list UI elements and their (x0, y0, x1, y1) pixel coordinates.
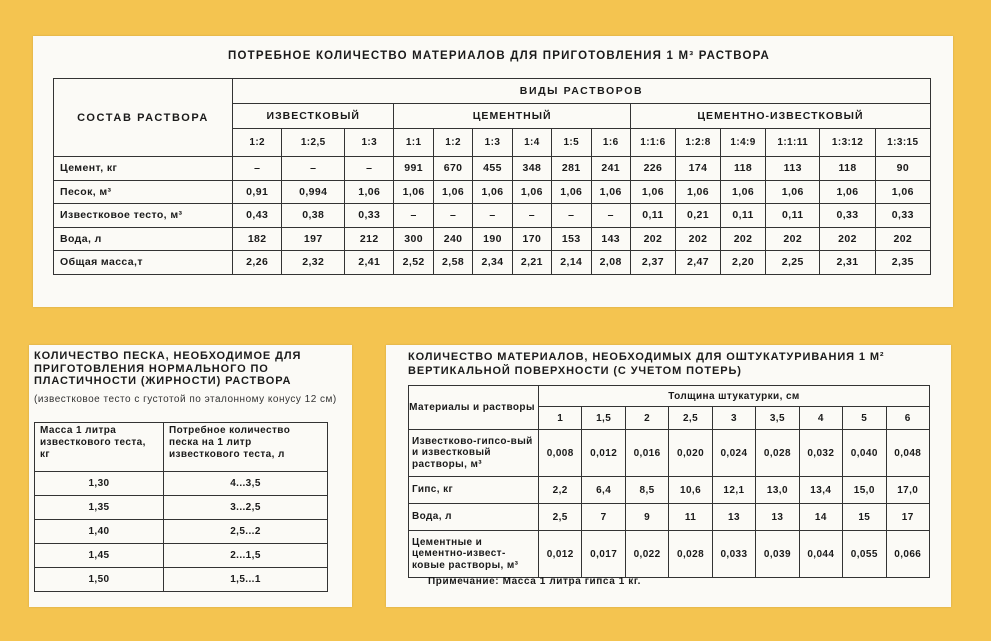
thickness-header-cell: 3 (712, 407, 755, 430)
table-cell: 0,33 (875, 204, 930, 228)
composition-header: СОСТАВ РАСТВОРА (54, 79, 233, 157)
plaster-table-title (408, 350, 884, 378)
table-cell: 0,33 (820, 204, 875, 228)
table-cell: 1,06 (591, 180, 630, 204)
table-cell: 1,06 (473, 180, 512, 204)
mass-cell: 1,40 (35, 520, 164, 544)
table-cell: 202 (820, 227, 875, 251)
table-cell: – (473, 204, 512, 228)
sand-table (34, 422, 328, 592)
table-cell: 118 (820, 157, 875, 181)
table-cell: 17,0 (886, 477, 930, 504)
table-cell: 670 (433, 157, 472, 181)
ratio-header: 1:3:12 (820, 129, 875, 157)
thickness-header-cell: 4 (799, 407, 842, 430)
ratio-header: 1:4 (512, 129, 551, 157)
table-cell: 2,58 (433, 251, 472, 275)
table-row (35, 520, 328, 544)
thickness-header-cell: 2 (625, 407, 668, 430)
thickness-header-cell: 2,5 (669, 407, 712, 430)
table-cell: 2,31 (820, 251, 875, 275)
table-cell: 2,20 (721, 251, 766, 275)
table-cell: 0,43 (233, 204, 282, 228)
table-cell: 212 (345, 227, 394, 251)
thickness-header: Толщина штукатурки, см (539, 386, 930, 407)
sand-cell: 1,5...1 (164, 568, 328, 592)
ratio-header: 1:6 (591, 129, 630, 157)
table-row (35, 544, 328, 568)
row-label: Известковое тесто, м³ (54, 204, 233, 228)
table-row (409, 430, 930, 477)
table-cell: 8,5 (625, 477, 668, 504)
table-cell: – (512, 204, 551, 228)
table-cell: 1,06 (512, 180, 551, 204)
group-cement: ЦЕМЕНТНЫЙ (394, 104, 630, 129)
thickness-header-cell: 6 (886, 407, 930, 430)
table-cell: 2,32 (282, 251, 345, 275)
table-cell: 2,37 (630, 251, 675, 275)
table-cell: 153 (552, 227, 591, 251)
table-cell: 170 (512, 227, 551, 251)
plaster-title-line-2: ВЕРТИКАЛЬНОЙ ПОВЕРХНОСТИ (С УЧЕТОМ ПОТЕРЬ) (408, 365, 742, 377)
plaster-title-line-1: КОЛИЧЕСТВО МАТЕРИАЛОВ, НЕОБХОДИМЫХ ДЛЯ ОШТУКАТУРИВАНИЯ 1 М² (408, 351, 885, 363)
table-cell: 7 (582, 504, 625, 531)
row-label: Известково-гипсо-вый и известковый растворы, м³ (409, 430, 539, 477)
table-cell: 1,06 (875, 180, 930, 204)
table-cell: 202 (875, 227, 930, 251)
table-cell: 0,055 (843, 531, 886, 578)
sand-cell: 4...3,5 (164, 472, 328, 496)
table-cell: 0,039 (756, 531, 799, 578)
table-row (409, 531, 930, 578)
table-cell: 0,032 (799, 430, 842, 477)
table-cell: 0,11 (630, 204, 675, 228)
table-cell: 14 (799, 504, 842, 531)
thickness-header-cell: 1 (539, 407, 582, 430)
thickness-header-cell: 1,5 (582, 407, 625, 430)
table-cell: 300 (394, 227, 433, 251)
table-cell: 0,012 (539, 531, 582, 578)
table-cell: 0,017 (582, 531, 625, 578)
table-cell: 991 (394, 157, 433, 181)
table-cell: 226 (630, 157, 675, 181)
table-cell: – (591, 204, 630, 228)
table-cell: 0,028 (669, 531, 712, 578)
table-cell: 0,020 (669, 430, 712, 477)
table-cell: 13,4 (799, 477, 842, 504)
materials-table (53, 78, 931, 275)
mass-cell: 1,35 (35, 496, 164, 520)
plaster-materials-card (386, 345, 951, 607)
table-cell: 0,024 (712, 430, 755, 477)
types-header: ВИДЫ РАСТВОРОВ (233, 79, 931, 104)
table-cell: 348 (512, 157, 551, 181)
table-cell: 197 (282, 227, 345, 251)
table-cell: 240 (433, 227, 472, 251)
table-cell: 1,06 (820, 180, 875, 204)
table-cell: – (345, 157, 394, 181)
table-cell: 0,016 (625, 430, 668, 477)
ratio-header: 1:3 (345, 129, 394, 157)
table-cell: 143 (591, 227, 630, 251)
table-cell: 2,08 (591, 251, 630, 275)
table-cell: 0,21 (675, 204, 720, 228)
row-label: Гипс, кг (409, 477, 539, 504)
table-cell: 0,11 (721, 204, 766, 228)
table-cell: 12,1 (712, 477, 755, 504)
mass-cell: 1,50 (35, 568, 164, 592)
table-cell: 2,5 (539, 504, 582, 531)
table-cell: 0,91 (233, 180, 282, 204)
table-cell: 2,47 (675, 251, 720, 275)
table-cell: 2,25 (766, 251, 820, 275)
table-cell: 15 (843, 504, 886, 531)
mass-cell: 1,45 (35, 544, 164, 568)
mass-header: Масса 1 литра известкового теста, кг (35, 423, 164, 472)
table-cell: 202 (675, 227, 720, 251)
table-cell: 1,06 (721, 180, 766, 204)
table-cell: 0,066 (886, 531, 930, 578)
table-row (35, 472, 328, 496)
table-row (54, 204, 931, 228)
table-row (35, 496, 328, 520)
materials-table-title: ПОТРЕБНОЕ КОЛИЧЕСТВО МАТЕРИАЛОВ ДЛЯ ПРИГОТОВЛЕНИЯ 1 М³ РАСТВОРА (228, 50, 770, 62)
table-row (54, 157, 931, 181)
table-row (54, 251, 931, 275)
table-cell: 15,0 (843, 477, 886, 504)
table-cell: 90 (875, 157, 930, 181)
table-cell: 2,2 (539, 477, 582, 504)
ratio-header: 1:2:8 (675, 129, 720, 157)
table-cell: 241 (591, 157, 630, 181)
table-cell: 9 (625, 504, 668, 531)
table-cell: 6,4 (582, 477, 625, 504)
ratio-header: 1:2 (233, 129, 282, 157)
group-cement-lime: ЦЕМЕНТНО-ИЗВЕСТКОВЫЙ (630, 104, 930, 129)
table-cell: 1,06 (345, 180, 394, 204)
ratio-header: 1:2,5 (282, 129, 345, 157)
sand-table-title: КОЛИЧЕСТВО ПЕСКА, НЕОБХОДИМОЕ ДЛЯ ПРИГОТОВЛЕНИЯ НОРМАЛЬНОГО ПО ПЛАСТИЧНОСТИ (ЖИРНОСТИ) РАСТВОРА (34, 350, 302, 387)
plaster-footnote: Примечание: Масса 1 литра гипса 1 кг. (428, 576, 642, 587)
table-cell: – (552, 204, 591, 228)
group-lime: ИЗВЕСТКОВЫЙ (233, 104, 394, 129)
table-cell: 182 (233, 227, 282, 251)
table-cell: 0,38 (282, 204, 345, 228)
table-cell: 1,06 (675, 180, 720, 204)
row-label: Общая масса,т (54, 251, 233, 275)
table-cell: – (394, 204, 433, 228)
table-cell: 2,34 (473, 251, 512, 275)
sand-cell: 2,5...2 (164, 520, 328, 544)
table-cell: 455 (473, 157, 512, 181)
row-label: Вода, л (409, 504, 539, 531)
table-cell: 1,06 (552, 180, 591, 204)
table-cell: 13 (712, 504, 755, 531)
table-cell: 10,6 (669, 477, 712, 504)
table-cell: 0,022 (625, 531, 668, 578)
ratio-header: 1:1:6 (630, 129, 675, 157)
table-cell: 0,028 (756, 430, 799, 477)
row-label: Песок, м³ (54, 180, 233, 204)
table-cell: 0,11 (766, 204, 820, 228)
table-cell: 0,044 (799, 531, 842, 578)
table-cell: 2,35 (875, 251, 930, 275)
sand-cell: 3...2,5 (164, 496, 328, 520)
table-cell: 202 (630, 227, 675, 251)
table-cell: 0,994 (282, 180, 345, 204)
thickness-header-cell: 5 (843, 407, 886, 430)
table-cell: 0,33 (345, 204, 394, 228)
ratio-header: 1:1:11 (766, 129, 820, 157)
table-cell: 0,008 (539, 430, 582, 477)
mass-cell: 1,30 (35, 472, 164, 496)
table-cell: 174 (675, 157, 720, 181)
table-cell: 118 (721, 157, 766, 181)
table-row (35, 568, 328, 592)
table-cell: – (433, 204, 472, 228)
table-cell: 281 (552, 157, 591, 181)
table-cell: 1,06 (766, 180, 820, 204)
table-cell: – (233, 157, 282, 181)
table-row (409, 477, 930, 504)
ratio-header: 1:4:9 (721, 129, 766, 157)
table-cell: 202 (721, 227, 766, 251)
table-cell: 202 (766, 227, 820, 251)
table-row (54, 227, 931, 251)
table-cell: 2,52 (394, 251, 433, 275)
thickness-header-cell: 3,5 (756, 407, 799, 430)
table-cell: 2,14 (552, 251, 591, 275)
table-cell: 0,033 (712, 531, 755, 578)
sand-table-note: (известковое тесто с густотой по эталонному конусу 12 см) (34, 394, 337, 405)
plaster-table (408, 385, 930, 578)
table-cell: 2,26 (233, 251, 282, 275)
ratio-header: 1:3 (473, 129, 512, 157)
ratio-header: 1:5 (552, 129, 591, 157)
table-cell: 2,21 (512, 251, 551, 275)
table-cell: 1,06 (433, 180, 472, 204)
sand-cell: 2...1,5 (164, 544, 328, 568)
table-cell: 1,06 (394, 180, 433, 204)
table-cell: 2,41 (345, 251, 394, 275)
materials-per-m3-card (33, 36, 953, 307)
table-cell: 0,012 (582, 430, 625, 477)
table-cell: 13,0 (756, 477, 799, 504)
table-cell: 13 (756, 504, 799, 531)
table-row (54, 180, 931, 204)
table-row (409, 504, 930, 531)
row-label: Цемент, кг (54, 157, 233, 181)
ratio-header: 1:1 (394, 129, 433, 157)
table-cell: 11 (669, 504, 712, 531)
table-cell: 17 (886, 504, 930, 531)
ratio-header: 1:2 (433, 129, 472, 157)
table-cell: 0,048 (886, 430, 930, 477)
table-cell: 0,040 (843, 430, 886, 477)
sand-quantity-card (29, 345, 352, 607)
sand-header: Потребное количество песка на 1 литр известкового теста, л (164, 423, 328, 472)
ratio-header: 1:3:15 (875, 129, 930, 157)
row-label: Вода, л (54, 227, 233, 251)
table-cell: – (282, 157, 345, 181)
table-cell: 1,06 (630, 180, 675, 204)
row-label: Цементные и цементно-извест-ковые растворы, м³ (409, 531, 539, 578)
table-cell: 190 (473, 227, 512, 251)
table-cell: 113 (766, 157, 820, 181)
materials-header: Материалы и растворы (409, 386, 539, 430)
